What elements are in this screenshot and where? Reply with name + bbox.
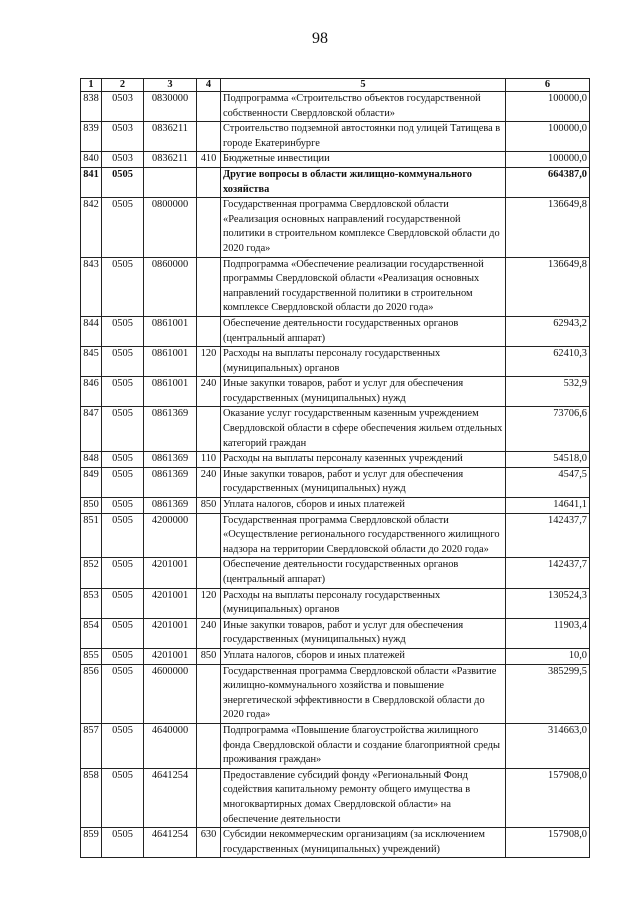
expense-type: 410 — [197, 152, 221, 168]
amount: 142437,7 — [506, 558, 590, 588]
target-code: 0860000 — [144, 257, 197, 316]
expense-type — [197, 513, 221, 558]
amount: 314663,0 — [506, 723, 590, 768]
item-name: Уплата налогов, сборов и иных платежей — [221, 498, 506, 514]
row-number: 842 — [81, 198, 102, 257]
amount: 11903,4 — [506, 618, 590, 648]
amount: 14641,1 — [506, 498, 590, 514]
item-name: Подпрограмма «Обеспечение реализации государственной программы Свердловской области «Реализация основных направлений государственной политики в строительном комплексе Свердловской области до 2020 года» — [221, 257, 506, 316]
expense-type: 110 — [197, 452, 221, 468]
row-number: 855 — [81, 648, 102, 664]
table-row — [81, 768, 590, 827]
amount: 73706,6 — [506, 407, 590, 452]
column-header-2: 2 — [102, 79, 144, 92]
item-name: Государственная программа Свердловской области «Осуществление регионального государственного жилищного надзора на территории Свердловской области до 2020 года» — [221, 513, 506, 558]
amount: 62410,3 — [506, 347, 590, 377]
expense-type — [197, 723, 221, 768]
item-name: Расходы на выплаты персоналу казенных учреждений — [221, 452, 506, 468]
row-number: 851 — [81, 513, 102, 558]
target-code: 0830000 — [144, 92, 197, 122]
row-number: 845 — [81, 347, 102, 377]
expense-type — [197, 407, 221, 452]
section-code: 0503 — [102, 122, 144, 152]
amount: 385299,5 — [506, 664, 590, 723]
amount: 532,9 — [506, 377, 590, 407]
target-code: 4600000 — [144, 664, 197, 723]
target-code: 0861001 — [144, 377, 197, 407]
amount: 4547,5 — [506, 467, 590, 497]
item-name: Иные закупки товаров, работ и услуг для обеспечения государственных (муниципальных) нужд — [221, 618, 506, 648]
section-code: 0505 — [102, 768, 144, 827]
target-code: 4200000 — [144, 513, 197, 558]
target-code: 4201001 — [144, 618, 197, 648]
amount: 157908,0 — [506, 768, 590, 827]
item-name: Обеспечение деятельности государственных органов (центральный аппарат) — [221, 558, 506, 588]
section-code: 0505 — [102, 513, 144, 558]
amount: 130524,3 — [506, 588, 590, 618]
amount: 664387,0 — [506, 167, 590, 197]
item-name: Иные закупки товаров, работ и услуг для обеспечения государственных (муниципальных) нужд — [221, 377, 506, 407]
expense-type — [197, 558, 221, 588]
item-name: Уплата налогов, сборов и иных платежей — [221, 648, 506, 664]
section-code: 0505 — [102, 498, 144, 514]
section-code: 0505 — [102, 377, 144, 407]
table-row — [81, 316, 590, 346]
item-name: Расходы на выплаты персоналу государственных (муниципальных) органов — [221, 347, 506, 377]
target-code — [144, 167, 197, 197]
expense-type — [197, 257, 221, 316]
section-code: 0505 — [102, 257, 144, 316]
amount: 136649,8 — [506, 257, 590, 316]
column-header-4: 4 — [197, 79, 221, 92]
table-row — [81, 664, 590, 723]
section-code: 0505 — [102, 648, 144, 664]
row-number: 854 — [81, 618, 102, 648]
column-header-1: 1 — [81, 79, 102, 92]
row-number: 838 — [81, 92, 102, 122]
item-name: Строительство подземной автостоянки под улицей Татищева в городе Екатеринбурге — [221, 122, 506, 152]
amount: 10,0 — [506, 648, 590, 664]
target-code: 4641254 — [144, 828, 197, 858]
section-code: 0505 — [102, 167, 144, 197]
target-code: 0800000 — [144, 198, 197, 257]
table-row — [81, 467, 590, 497]
item-name: Обеспечение деятельности государственных органов (центральный аппарат) — [221, 316, 506, 346]
expense-type: 120 — [197, 347, 221, 377]
expense-type — [197, 167, 221, 197]
expense-type — [197, 122, 221, 152]
section-code: 0505 — [102, 347, 144, 377]
table-row — [81, 92, 590, 122]
section-code: 0505 — [102, 588, 144, 618]
item-name: Подпрограмма «Повышение благоустройства жилищного фонда Свердловской области и создание благоприятной среды проживания граждан» — [221, 723, 506, 768]
expense-type: 240 — [197, 377, 221, 407]
table-row — [81, 828, 590, 858]
item-name: Государственная программа Свердловской области «Развитие жилищно-коммунального хозяйства и повышение энергетической эффективности в Свердловской области до 2020 года» — [221, 664, 506, 723]
amount: 54518,0 — [506, 452, 590, 468]
row-number: 859 — [81, 828, 102, 858]
amount: 100000,0 — [506, 152, 590, 168]
target-code: 0861001 — [144, 347, 197, 377]
item-name: Предоставление субсидий фонду «Региональный Фонд содействия капитальному ремонту общего имущества в многоквартирных домах Свердловской области» на обеспечение деятельности — [221, 768, 506, 827]
amount: 136649,8 — [506, 198, 590, 257]
page-number: 98 — [312, 30, 328, 47]
row-number: 857 — [81, 723, 102, 768]
target-code: 0861001 — [144, 316, 197, 346]
amount: 142437,7 — [506, 513, 590, 558]
target-code: 4201001 — [144, 588, 197, 618]
section-code: 0505 — [102, 452, 144, 468]
section-code: 0503 — [102, 92, 144, 122]
amount: 100000,0 — [506, 92, 590, 122]
row-number: 852 — [81, 558, 102, 588]
expense-type: 240 — [197, 618, 221, 648]
section-code: 0503 — [102, 152, 144, 168]
table-row — [81, 257, 590, 316]
row-number: 848 — [81, 452, 102, 468]
item-name: Субсидии некоммерческим организациям (за исключением государственных (муниципальных) учреждений) — [221, 828, 506, 858]
table-row — [81, 167, 590, 197]
row-number: 858 — [81, 768, 102, 827]
table-row — [81, 588, 590, 618]
budget-table — [80, 78, 590, 858]
row-number: 847 — [81, 407, 102, 452]
table-row — [81, 558, 590, 588]
row-number: 853 — [81, 588, 102, 618]
section-code: 0505 — [102, 723, 144, 768]
row-number: 856 — [81, 664, 102, 723]
target-code: 4640000 — [144, 723, 197, 768]
column-header-5: 5 — [221, 79, 506, 92]
item-name: Другие вопросы в области жилищно-коммунального хозяйства — [221, 167, 506, 197]
target-code: 0836211 — [144, 152, 197, 168]
table-row — [81, 498, 590, 514]
target-code: 0861369 — [144, 407, 197, 452]
table-row — [81, 198, 590, 257]
expense-type: 120 — [197, 588, 221, 618]
section-code: 0505 — [102, 664, 144, 723]
item-name: Иные закупки товаров, работ и услуг для обеспечения государственных (муниципальных) нужд — [221, 467, 506, 497]
target-code: 4201001 — [144, 558, 197, 588]
table-row — [81, 723, 590, 768]
section-code: 0505 — [102, 618, 144, 648]
row-number: 844 — [81, 316, 102, 346]
section-code: 0505 — [102, 198, 144, 257]
row-number: 849 — [81, 467, 102, 497]
table-row — [81, 407, 590, 452]
target-code: 0836211 — [144, 122, 197, 152]
section-code: 0505 — [102, 467, 144, 497]
expense-type: 850 — [197, 498, 221, 514]
table-row — [81, 618, 590, 648]
section-code: 0505 — [102, 407, 144, 452]
expense-type: 630 — [197, 828, 221, 858]
section-code: 0505 — [102, 316, 144, 346]
column-header-6: 6 — [506, 79, 590, 92]
item-name: Расходы на выплаты персоналу государственных (муниципальных) органов — [221, 588, 506, 618]
expense-type: 850 — [197, 648, 221, 664]
table-body — [81, 92, 590, 858]
amount: 157908,0 — [506, 828, 590, 858]
row-number: 841 — [81, 167, 102, 197]
target-code: 4641254 — [144, 768, 197, 827]
target-code: 4201001 — [144, 648, 197, 664]
amount: 100000,0 — [506, 122, 590, 152]
column-header-3: 3 — [144, 79, 197, 92]
item-name: Подпрограмма «Строительство объектов государственной собственности Свердловской области» — [221, 92, 506, 122]
table-row — [81, 648, 590, 664]
row-number: 840 — [81, 152, 102, 168]
row-number: 850 — [81, 498, 102, 514]
item-name: Бюджетные инвестиции — [221, 152, 506, 168]
item-name: Государственная программа Свердловской области «Реализация основных направлений государственной политики в строительном комплексе Свердловской области до 2020 года» — [221, 198, 506, 257]
table-row — [81, 513, 590, 558]
expense-type — [197, 92, 221, 122]
expense-type — [197, 316, 221, 346]
table-row — [81, 347, 590, 377]
expense-type: 240 — [197, 467, 221, 497]
table-row — [81, 152, 590, 168]
expense-type — [197, 664, 221, 723]
amount: 62943,2 — [506, 316, 590, 346]
table-row — [81, 377, 590, 407]
row-number: 846 — [81, 377, 102, 407]
target-code: 0861369 — [144, 467, 197, 497]
header-row — [81, 79, 590, 92]
section-code: 0505 — [102, 558, 144, 588]
section-code: 0505 — [102, 828, 144, 858]
row-number: 839 — [81, 122, 102, 152]
table-row — [81, 122, 590, 152]
expense-type — [197, 198, 221, 257]
item-name: Оказание услуг государственным казенным учреждением Свердловской области в сфере обеспечения жильем отдельных категорий граждан — [221, 407, 506, 452]
target-code: 0861369 — [144, 498, 197, 514]
expense-type — [197, 768, 221, 827]
target-code: 0861369 — [144, 452, 197, 468]
row-number: 843 — [81, 257, 102, 316]
table-row — [81, 452, 590, 468]
